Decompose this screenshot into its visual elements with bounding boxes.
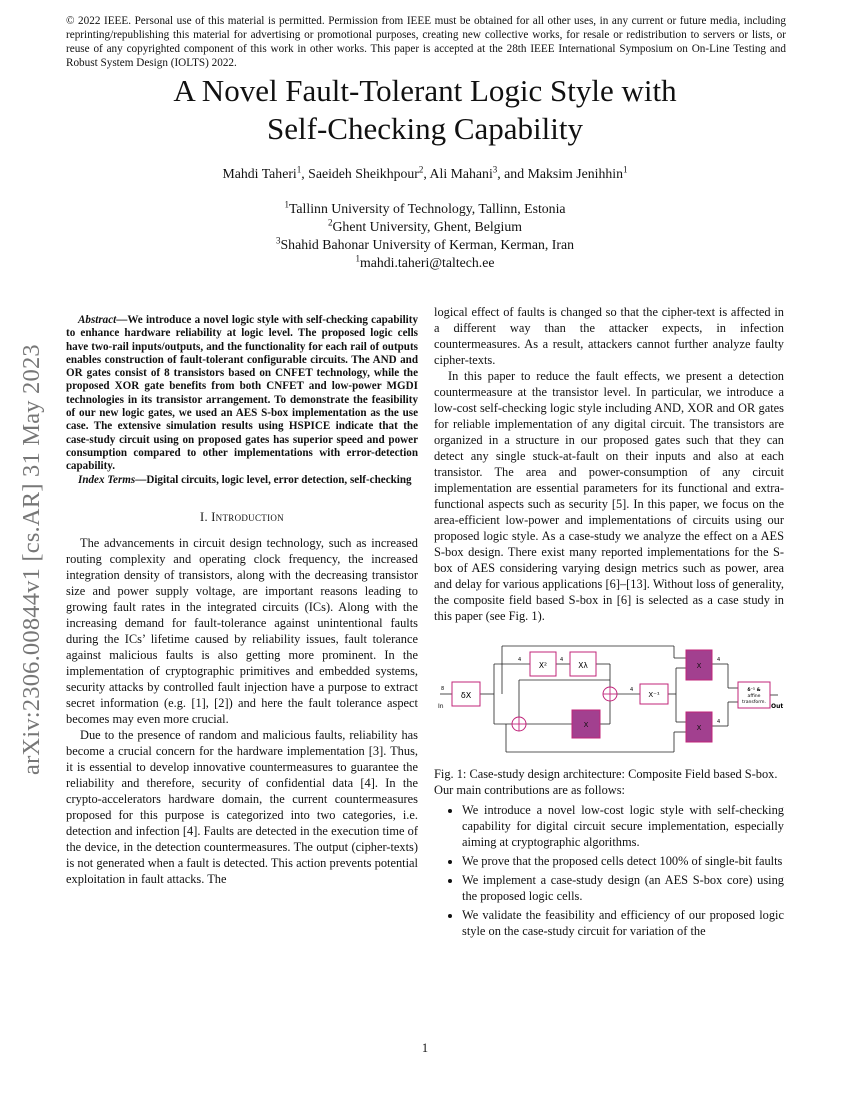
list-item: • We introduce a novel low-cost logic style with self-checking capability for digital circuit secure implementation, especially aiming at cryptographic algorithms.	[462, 802, 784, 850]
title-line-2: Self-Checking Capability	[267, 111, 583, 146]
affiliation-sup: 1	[355, 253, 360, 264]
multiplier-label: X	[696, 662, 702, 670]
section-heading	[66, 509, 418, 525]
lambda-label: Xλ	[578, 661, 588, 670]
left-column	[66, 314, 418, 887]
contributions-intro: Our main contributions are as follows:	[434, 783, 625, 797]
sbox-architecture-diagram	[434, 640, 784, 758]
affiliation-sup: 1	[284, 199, 289, 210]
bus-width-label: 4	[630, 687, 634, 693]
affine-label: δ⁻¹ &	[747, 688, 761, 693]
bus-width-label: 4	[560, 657, 564, 663]
inverse-label: X⁻¹	[648, 691, 660, 699]
affine-label: affine	[747, 694, 761, 699]
email-text: mahdi.taheri@taltech.ee	[359, 255, 495, 270]
title-line-1: A Novel Fault-Tolerant Logic Style with	[173, 73, 677, 108]
paragraph: logical effect of faults is changed so that the cipher-text is affected in a different way than the attacker expects, in infection countermeasures. As a result, attackers cannot further analyze faulty cipher-texts.	[434, 305, 784, 367]
paragraph: The advancements in circuit design technology, such as increased routing complexity and operating clock frequency, the increased integration density of transistors, along with the decreasing transistor size and power supply voltage, are important reasons leading to growing fault rates in the integrated circuits (ICs). Along with the increasing demand for fault-tolerance against unintentional faults during the ICs’ lifetime caused by reliability issues, fault tolerance against malicious faults is also getting more prominent. In the implementation of cryptographic primitives and embedded systems, security attacks by controlled fault injection have a purpose to extract secret information (e.g. [1], [2]) and here the fault tolerance aspect becomes may even more crucial.	[66, 535, 418, 726]
bus-width-label: 4	[717, 719, 721, 725]
paper-title	[0, 72, 850, 148]
affiliation-list	[0, 200, 850, 272]
paragraph: Due to the presence of random and malicious faults, reliability has become a crucial concern for the hardware implementation [3]. Thus, it is essential to develop innovative countermeasures to guarantee the reliability and therefore, security of confidential data [4]. In the crypto-accelerators hardware domain, the current countermeasures proposed for this purpose is categorized into two categories, i.e. detection and infection [4]. Faults are detected in the execution time of the device, in the detection countermeasures. The output (cipher-texts) is not generated when a fault is detected. This action prevents potential exploitation in fault attacks. The	[66, 727, 418, 886]
abstract-label: Abstract	[78, 314, 117, 326]
author-name: Maksim Jenihhin	[527, 166, 623, 181]
output-label: Out	[771, 703, 784, 710]
bus-width-label: 8	[441, 686, 445, 692]
paragraph: In this paper to reduce the fault effects, we present a detection countermeasure at the transistor level. In particular, we introduce a low-cost self-checking logic style including AND, XOR and OR gates for reliable implementation of any digital circuit. The transistors are organized in a structure in our proposed gates such that they can detect any single stuck-at-fault on their inputs and also at each transistor. The area and power-consumption of any circuit implementation are essential parameters for its functional and extra-functional aspects such as security [5]. In this paper, we focus on the area-efficient low-power and implementations of circuits using our proposed logic style. As a case-study we analyze the effect on a AES S-box design. There exist many reported implementations for the S-box of AES considering varying design metrics such as power, area and delay for various applications [6]–[13]. Without loss of generality, the composite field based S-box in [6] is selected as a case study in this paper (see Fig. 1).	[434, 369, 784, 623]
affiliation-text: Tallinn University of Technology, Tallinn, Estonia	[288, 201, 566, 216]
author-name: Ali Mahani	[429, 166, 493, 181]
figure-1	[434, 640, 784, 758]
author-list	[0, 166, 850, 182]
delta-label: δX	[460, 691, 472, 700]
index-terms-text: —Digital circuits, logic level, error detection, self-checking	[135, 473, 412, 486]
copyright-notice: © 2022 IEEE. Personal use of this material is permitted. Permission from IEEE must be obtained for all other uses, in any current or future media, including reprinting/republishing this material for advertising or promotional purposes, creating new collective works, for resale or redistribution to servers or lists, or reuse of any copyrighted component of this work in other works. This paper is accepted at the 28th IEEE International Symposium on On-Line Testing and Robust System Design (IOLTS) 2022.	[66, 15, 786, 69]
affiliation	[0, 236, 850, 254]
bus-width-label: 4	[518, 657, 522, 663]
abstract-text: —We introduce a novel logic style with self-checking capability to enhance hardware reliability at logic level. The proposed logic cells have two-rail inputs/outputs, and the functionality for each rail of outputs enables construction of fault-tolerant configurable circuits. The AND and OR gates consist of 8 transistors based on CNFET technology, while the proposed XOR gate benefits from both CNFET and low-power MGDI technologies in its transistor arrangement. To demonstrate the feasibility of our new logic gates, we used an AES S-box implementation as the use case. The extensive simulation results using HSPICE indicate that the case-study circuit using on proposed gates has superior speed and power consumption compared to other implementations with error-detection capability.	[66, 314, 418, 473]
list-item: • We implement a case-study design (an AES S-box core) using the proposed logic cells.	[462, 872, 784, 904]
index-terms-label: Index Terms	[78, 473, 136, 486]
author-sup: 2	[418, 164, 424, 175]
right-column	[434, 304, 784, 942]
page-number: 1	[421, 1041, 429, 1055]
author-separator: , and	[497, 166, 528, 181]
abstract	[66, 314, 418, 474]
list-item: • We validate the feasibility and efficiency of our proposed logic style on the case-study circuit for variation of the	[462, 907, 784, 939]
index-terms	[66, 474, 418, 487]
arxiv-watermark: arXiv:2306.00844v1 [cs.AR] 31 May 2023	[18, 344, 45, 775]
figure-caption: Fig. 1: Case-study design architecture: Composite Field based S-box.	[434, 767, 778, 781]
author-email	[0, 254, 850, 272]
section-number: I.	[200, 509, 212, 524]
contributions-list	[434, 802, 784, 939]
multiplier-label: X	[696, 724, 702, 732]
affiliation-text: Ghent University, Ghent, Belgium	[332, 219, 523, 234]
bus-width-label: 4	[717, 657, 721, 663]
square-label: X²	[538, 661, 548, 670]
affiliation-text: Shahid Bahonar University of Kerman, Kerman, Iran	[280, 237, 574, 252]
author-sup: 1	[623, 164, 628, 175]
section-title: Introduction	[211, 509, 284, 524]
author-sup: 1	[296, 164, 302, 175]
multiplier-label: X	[583, 721, 589, 729]
affiliation-sup: 2	[327, 217, 333, 228]
author-name: Saeideh Sheikhpour	[308, 166, 419, 181]
affine-label: transform.	[742, 700, 766, 705]
author-name: Mahdi Taheri	[222, 166, 297, 181]
input-label: In	[438, 703, 444, 710]
affiliation	[0, 200, 850, 218]
affiliation	[0, 218, 850, 236]
author-sup: 3	[492, 164, 498, 175]
affiliation-sup: 3	[276, 235, 281, 246]
list-item: • We prove that the proposed cells detect 100% of single-bit faults	[462, 853, 784, 869]
author-separator: ,	[423, 166, 430, 181]
author-separator: ,	[301, 166, 309, 181]
